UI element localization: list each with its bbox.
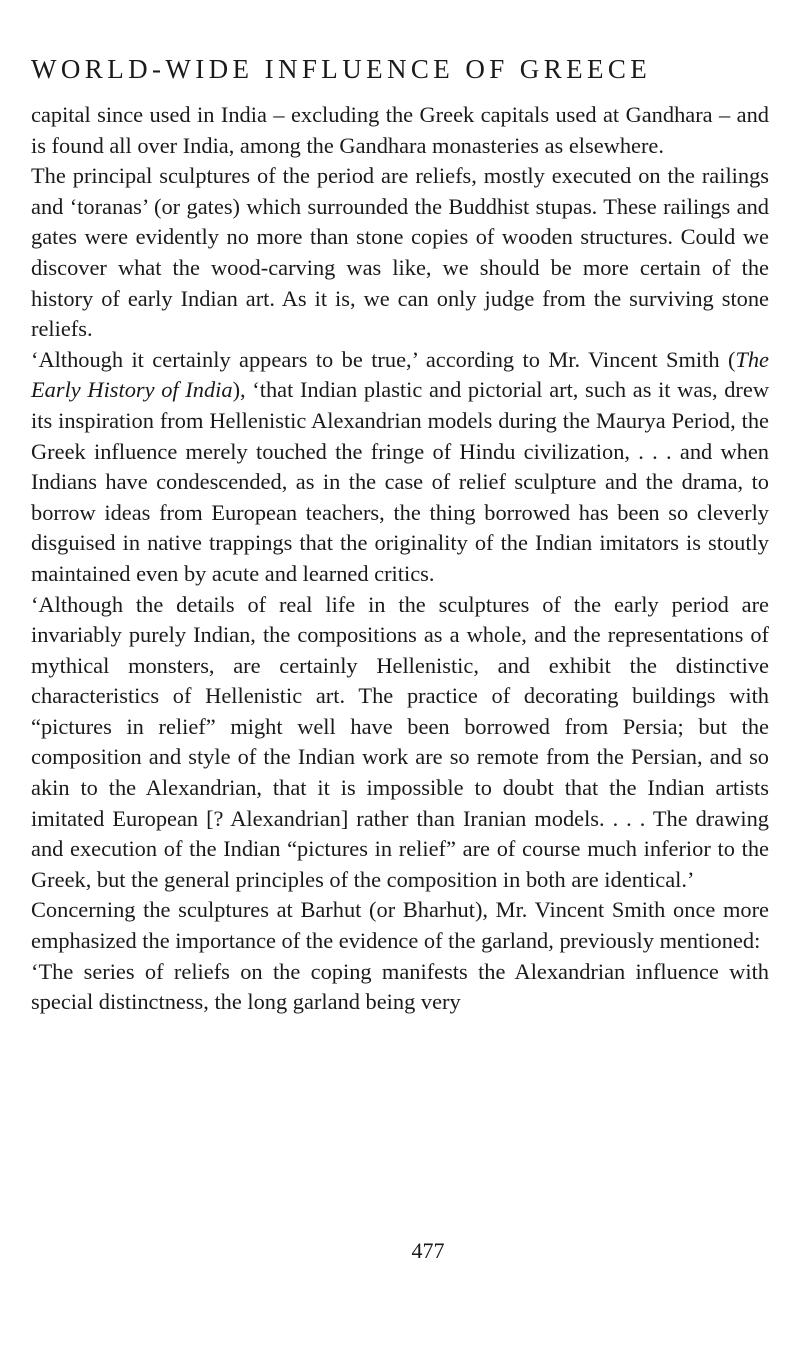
quote-text: ), ‘that Indian plastic and pictorial art, such as it was, drew its inspiration from Hellenistic Alexandrian models during the Maurya Period, the Greek influence merely touched the fringe of Hindu civilization, . . . and when Indians have condescended, as in the case of relief sculpture and the drama, to borrow ideas from European teachers, the thing borrowed has been so cleverly disguised in native trappings that the originality of the Indian imitators is stoutly maintained even by acute and learned critics. <box>31 377 769 586</box>
paragraph: Concerning the sculptures at Barhut (or Bharhut), Mr. Vincent Smith once more emphasized the importance of the evidence of the garland, previously mentioned: <box>31 897 769 954</box>
paragraph: The principal sculptures of the period are reliefs, mostly executed on the railings and ‘toranas’ (or gates) which surrounded the Buddhist stupas. These railings and gates were evidently no more than stone copies of wooden structures. Could we discover what the wood-carving was like, we should be more certain of the history of early Indian art. As it is, we can only judge from the surviving stone reliefs. <box>31 163 769 342</box>
quote-text: ‘Although it certainly appears to be true,’ according to Mr. Vincent Smith ( <box>31 346 736 372</box>
body-text <box>31 100 769 1018</box>
paragraph: ‘Although the details of real life in the sculptures of the early period are invariably purely Indian, the compositions as a whole, and the representations of mythical monsters, are certainly Hellenistic, and exhibit the distinctive characteristics of Hellenistic art. The practice of decorating buildings with “pictures in relief” might well have been borrowed from Persia; but the composition and style of the Indian work are so remote from the Persian, and so akin to the Alexandrian, that it is impossible to doubt that the Indian artists imitated European [? Alexandrian] rather than Iranian models. . . . The drawing and execution of the Indian “pictures in relief” are of course much inferior to the Greek, but the general principles of the composition in both are identical.’ <box>31 591 769 892</box>
book-title: The Early History of India <box>31 346 769 403</box>
paragraph: ‘The series of reliefs on the coping manifests the Alexandrian influence with special distinctness, the long garland being very <box>31 958 769 1015</box>
paragraph: capital since used in India – excluding the Greek capitals used at Gandhara – and is found all over India, among the Gandhara monasteries as elsewhere. <box>31 102 769 158</box>
running-head: WORLD-WIDE INFLUENCE OF GREECE <box>31 54 652 84</box>
page-number: 477 <box>411 1238 445 1263</box>
paragraph-with-citation <box>31 345 769 590</box>
